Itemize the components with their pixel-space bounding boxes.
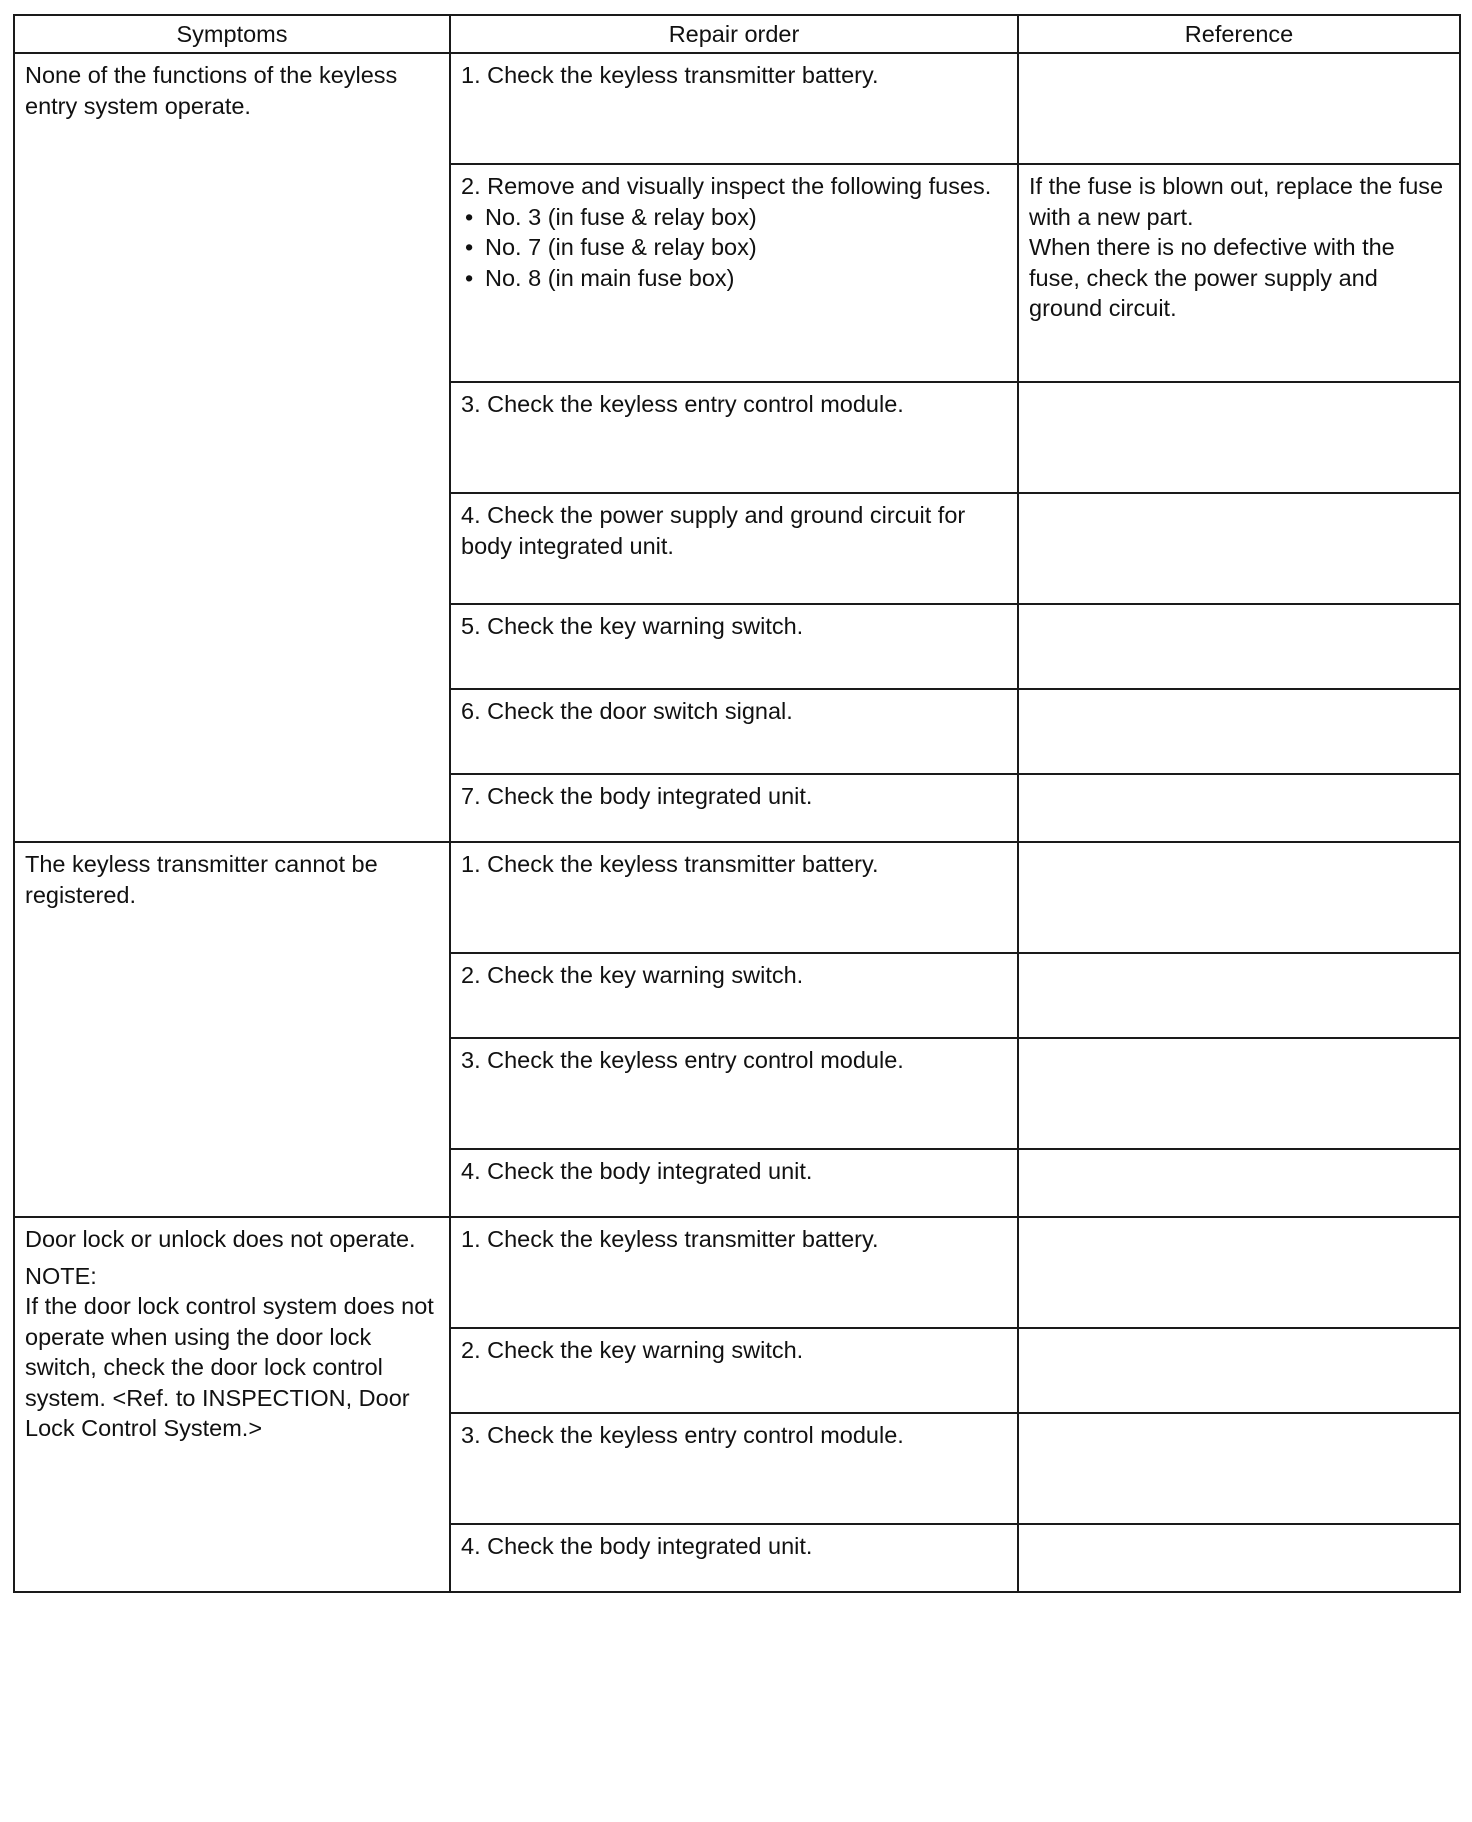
reference-cell [1018, 689, 1460, 774]
repair-step-text: 2. Remove and visually inspect the following fuses. [461, 173, 992, 199]
note-label: NOTE: [25, 1262, 97, 1289]
repair-step: 5. Check the key warning switch. [450, 604, 1018, 689]
reference-cell [1018, 1149, 1460, 1217]
reference-cell [1018, 842, 1460, 953]
reference-cell [1018, 1038, 1460, 1149]
reference-cell [1018, 774, 1460, 842]
repair-step: 3. Check the keyless entry control module. [450, 382, 1018, 493]
header-repair-order: Repair order [450, 15, 1018, 53]
table-row [14, 842, 1460, 953]
table-row [14, 53, 1460, 164]
reference-cell [1018, 604, 1460, 689]
repair-step: 1. Check the keyless transmitter battery. [450, 53, 1018, 164]
repair-step: 1. Check the keyless transmitter battery. [450, 842, 1018, 953]
repair-step: 7. Check the body integrated unit. [450, 774, 1018, 842]
symptom-cell: The keyless transmitter cannot be registered. [14, 842, 450, 1217]
reference-cell [1018, 1217, 1460, 1328]
repair-step: 1. Check the keyless transmitter battery. [450, 1217, 1018, 1328]
repair-step: 6. Check the door switch signal. [450, 689, 1018, 774]
reference-text: When there is no defective with the fuse, check the power supply and ground circuit. [1029, 234, 1395, 321]
repair-step: 4. Check the body integrated unit. [450, 1149, 1018, 1217]
list-item: • No. 8 (in main fuse box) [461, 263, 1007, 294]
reference-cell [1018, 1413, 1460, 1524]
symptom-cell: None of the functions of the keyless entry system operate. [14, 53, 450, 842]
table-row [14, 1217, 1460, 1328]
troubleshooting-table [13, 14, 1461, 1593]
list-item: • No. 3 (in fuse & relay box) [461, 202, 1007, 233]
symptom-cell [14, 1217, 450, 1592]
repair-step: 2. Check the key warning switch. [450, 1328, 1018, 1413]
repair-step [450, 164, 1018, 382]
reference-cell [1018, 1328, 1460, 1413]
header-symptoms: Symptoms [14, 15, 450, 53]
reference-cell [1018, 953, 1460, 1038]
repair-step: 3. Check the keyless entry control module. [450, 1038, 1018, 1149]
reference-cell [1018, 382, 1460, 493]
repair-step: 2. Check the key warning switch. [450, 953, 1018, 1038]
symptom-text: Door lock or unlock does not operate. [25, 1226, 416, 1252]
header-row [14, 15, 1460, 53]
list-item: • No. 7 (in fuse & relay box) [461, 232, 1007, 263]
header-reference: Reference [1018, 15, 1460, 53]
reference-text: If the fuse is blown out, replace the fuse with a new part. [1029, 173, 1444, 230]
repair-step: 3. Check the keyless entry control module. [450, 1413, 1018, 1524]
reference-cell [1018, 1524, 1460, 1592]
reference-cell [1018, 53, 1460, 164]
reference-cell [1018, 493, 1460, 604]
fuse-list [461, 202, 1007, 294]
repair-step: 4. Check the body integrated unit. [450, 1524, 1018, 1592]
repair-step: 4. Check the power supply and ground circuit for body integrated unit. [450, 493, 1018, 604]
note-text: If the door lock control system does not operate when using the door lock switch, check the door lock control system. <Ref. to INSPECTION, Door Lock Control System.> [25, 1293, 434, 1441]
reference-cell [1018, 164, 1460, 382]
